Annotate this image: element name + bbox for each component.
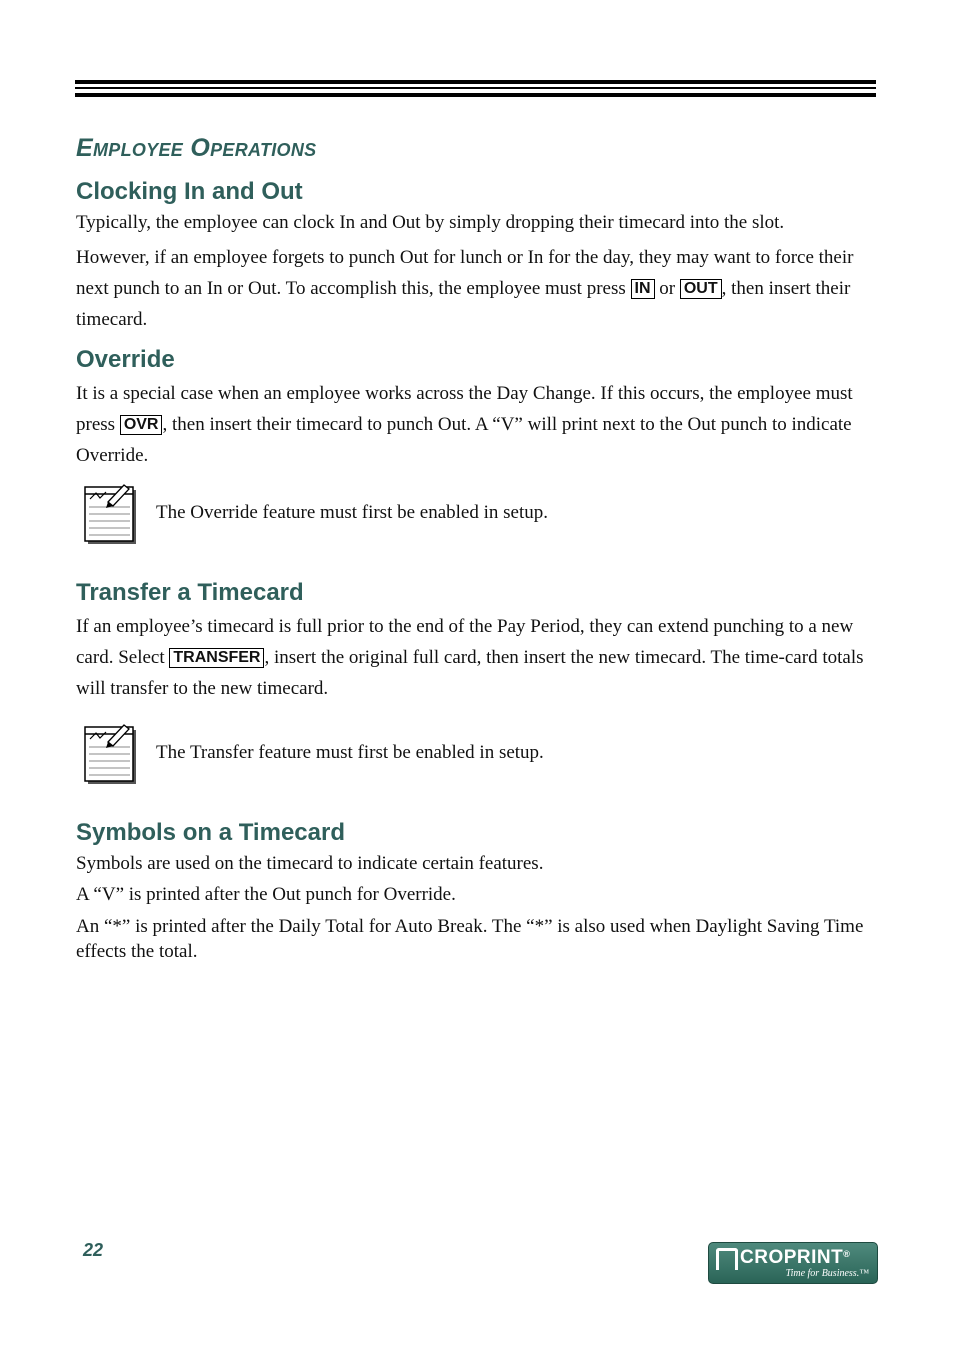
clocking-paragraph-1: Typically, the employee can clock In and Out by simply dropping their timecard into the slot. (76, 212, 785, 233)
out-key: OUT (680, 279, 722, 299)
logo-a-mark-icon (716, 1248, 738, 1270)
transfer-paragraph: If an employee’s timecard is full prior to the end of the Pay Period, they can extend punching to a new card. Select TRANSFER , insert the original full card, then insert the new timecard. The time-card totals will transfer to the new timecard. (76, 616, 864, 699)
heading-clocking: Clocking In and Out (76, 178, 303, 205)
heading-symbols: Symbols on a Timecard (76, 819, 345, 846)
page-number: 22 (83, 1240, 104, 1260)
transfer-note: The Transfer feature must first be enabled in setup. (156, 742, 544, 763)
ovr-key: OVR (120, 415, 163, 435)
in-key: IN (631, 279, 655, 299)
acroprint-logo (708, 1242, 878, 1284)
override-note: The Override feature must first be enabled in setup. (156, 502, 548, 523)
logo-name: CROPRINT® (740, 1247, 851, 1268)
header-rule-middle (75, 87, 876, 89)
section-title: Employee Operations (76, 134, 317, 162)
header-rule-top (75, 80, 876, 84)
symbols-line-3: An “*” is printed after the Daily Total for Auto Break. The “*” is also used when Daylight Saving Time effects the total. (76, 916, 864, 962)
transfer-key: TRANSFER (169, 648, 264, 668)
header-rule-bottom (75, 93, 876, 97)
heading-transfer: Transfer a Timecard (76, 579, 304, 606)
logo-tagline: Time for Business.™ (785, 1268, 869, 1279)
notepad-pencil-icon (82, 482, 138, 546)
clocking-paragraph-2: However, if an employee forgets to punch Out for lunch or In for the day, they may want to force their next punch to an In or Out. To accomplish this, the employee must press IN or OUT , then insert their timecard. (76, 247, 854, 330)
symbols-line-2: A “V” is printed after the Out punch for Override. (76, 884, 456, 905)
heading-override: Override (76, 346, 175, 373)
override-paragraph: It is a special case when an employee works across the Day Change. If this occurs, the employee must press OVR , then insert their timecard to punch Out. A “V” will print next to the Out punch to indicate Override. (76, 383, 853, 466)
symbols-line-1: Symbols are used on the timecard to indicate certain features. (76, 853, 544, 874)
notepad-pencil-icon (82, 722, 138, 786)
